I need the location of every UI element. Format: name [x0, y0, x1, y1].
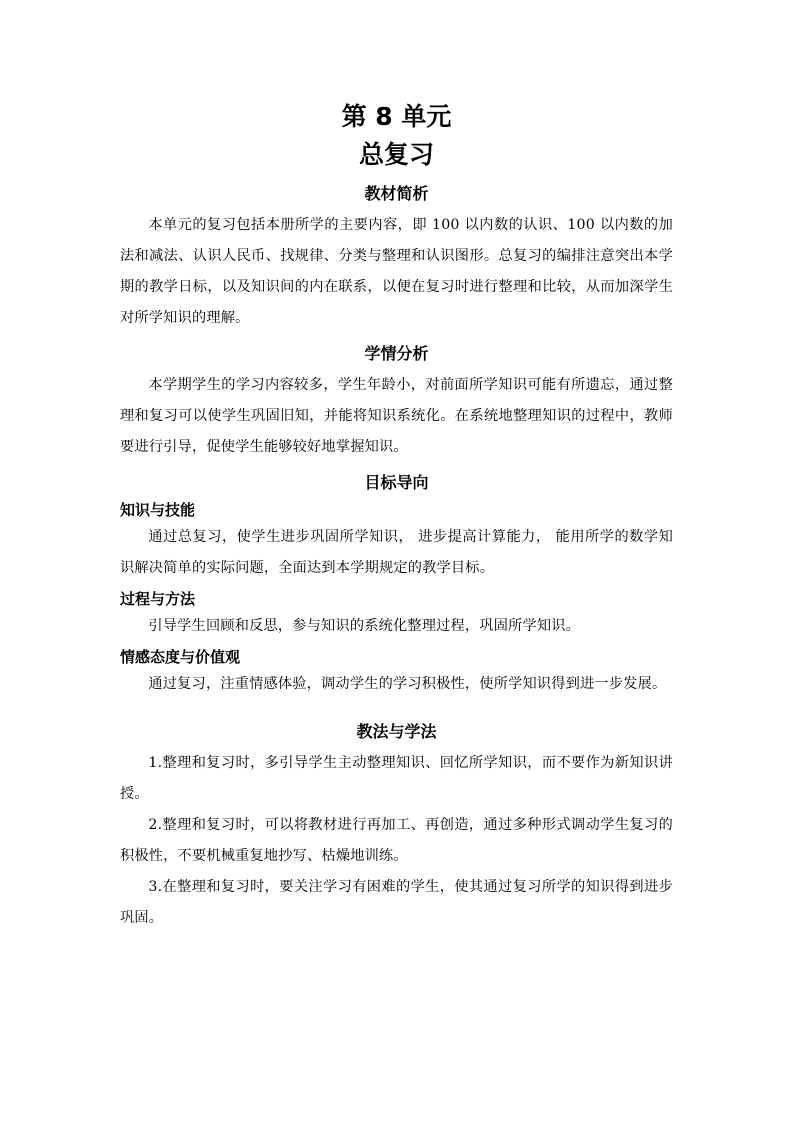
section-methods [120, 720, 673, 934]
document-page [120, 98, 673, 934]
method-item-2: 2.整理和复习时，可以将教材进行再加工、再创造，通过多种形式调动学生复习的积极性，不要机械重复地抄写、枯燥地训练。 [120, 817, 673, 864]
section-heading-materials: 教材简析 [364, 184, 429, 203]
goal-paragraph-emotion: 通过复习，注重情感体验，调动学生的学习积极性，使所学知识得到进一步发展。 [148, 676, 667, 692]
students-paragraph: 本学期学生的学习内容较多，学生年龄小，对前面所学知识可能有所遗忘，通过整理和复习可以使学生巩固旧知，并能将知识系统化。在系统地整理知识的过程中，教师要进行引导，促使学生能够较好地掌握知识。 [120, 377, 673, 455]
goal-label-knowledge: 知识与技能 [120, 501, 196, 519]
section-heading-students: 学情分析 [364, 344, 429, 363]
unit-title: 第 8 单元 [341, 102, 452, 131]
goal-label-emotion: 情感态度与价值观 [120, 648, 241, 666]
goal-label-process: 过程与方法 [120, 590, 196, 608]
unit-subtitle: 总复习 [358, 140, 434, 169]
section-students [120, 342, 673, 463]
materials-paragraph: 本单元的复习包括本册所学的主要内容，即 100 以内数的认识、100 以内数的加法和减法、认识人民币、找规律、分类与整理和认识图形。总复习的编排注意突出本学期的教学日标，以及知识间的内在联系，以便在复习时进行整理和比较，从而加深学生对所学知识的理解。 [120, 217, 673, 326]
section-materials [120, 182, 673, 334]
section-heading-methods: 教法与学法 [356, 722, 437, 741]
method-item-1: 1.整理和复习时，多引导学生主动整理知识、回忆所学知识，而不要作为新知识讲授。 [120, 755, 673, 802]
section-goals [120, 471, 673, 700]
goal-paragraph-process: 引导学生回顾和反思，参与知识的系统化整理过程，巩固所学知识。 [148, 618, 581, 634]
section-heading-goals: 目标导向 [364, 473, 429, 492]
method-item-3: 3.在整理和复习时，要关注学习有困难的学生，使其通过复习所学的知识得到进步巩固。 [120, 879, 673, 926]
goal-paragraph-knowledge: 通过总复习，使学生进步巩固所学知识， 进步提高计算能力， 能用所学的数学知识解决简单的实际问题，全面达到本学期规定的教学目标。 [120, 529, 673, 576]
